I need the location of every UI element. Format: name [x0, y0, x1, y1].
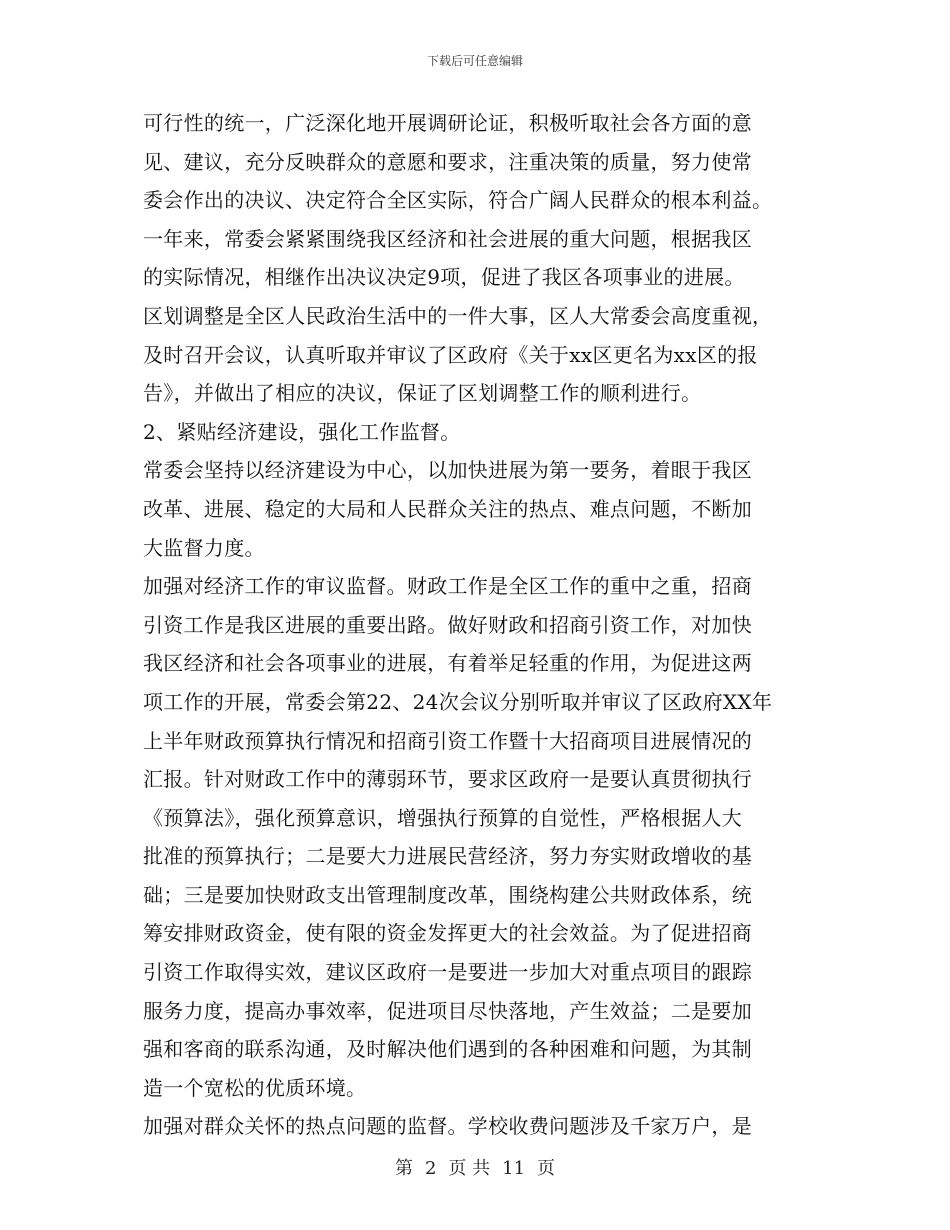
text-line: 区划调整是全区人民政治生活中的一件大事，区人大常委会高度重视， — [143, 303, 773, 328]
text-line: 见、建议，充分反映群众的意愿和要求，注重决策的质量，努力使常 — [143, 149, 752, 174]
text-line: 改革、进展、稳定的大局和人民群众关注的热点、难点问题，不断加 — [143, 496, 752, 521]
text-line: 上半年财政预算执行情况和招商引资工作暨十大招商项目进展情况的 — [143, 728, 752, 753]
text-line: 础；三是要加快财政支出管理制度改革，围绕构建公共财政体系，统 — [143, 882, 752, 907]
text-line: 《预算法》，强化预算意识，增强执行预算的自觉性，严格根据人大 — [143, 805, 742, 830]
footer-middle: 页 共 — [448, 1158, 491, 1179]
page-header: 下载后可任意编辑 — [426, 54, 523, 68]
page-footer — [0, 1154, 950, 1180]
footer-suffix: 页 — [537, 1158, 556, 1179]
text-line: 加强对群众关怀的热点问题的监督。学校收费问题涉及千家万户，是 — [143, 1114, 752, 1139]
text-line: 我区经济和社会各项事业的进展，有着举足轻重的作用，为促进这两 — [143, 651, 752, 676]
text-line: 大监督力度。 — [143, 535, 265, 560]
page-number: 2 — [424, 1158, 437, 1179]
text-line: 筹安排财政资金，使有限的资金发挥更大的社会效益。为了促进招商 — [143, 921, 752, 946]
text-line: 引资工作取得实效，建议区政府一是要进一步加大对重点项目的跟踪 — [143, 960, 752, 985]
text-line: 服务力度，提高办事效率，促进项目尽快落地，产生效益；二是要加 — [143, 998, 752, 1023]
footer-prefix: 第 — [394, 1158, 413, 1179]
text-line: 加强对经济工作的审议监督。财政工作是全区工作的重中之重，招商 — [143, 574, 752, 599]
total-pages: 11 — [502, 1158, 526, 1179]
text-line: 批准的预算执行；二是要大力进展民营经济，努力夯实财政增收的基 — [143, 844, 752, 869]
text-line: 汇报。针对财政工作中的薄弱环节，要求区政府一是要认真贯彻执行 — [143, 767, 752, 792]
section-heading: 2、紧贴经济建设，强化工作监督。 — [143, 419, 461, 444]
text-line: 告》，并做出了相应的决议，保证了区划调整工作的顺利进行。 — [143, 381, 702, 406]
text-line: 造一个宽松的优质环境。 — [143, 1075, 367, 1100]
text-line: 强和客商的联系沟通，及时解决他们遇到的各种困难和问题，为其制 — [143, 1037, 752, 1062]
document-body — [143, 104, 807, 1146]
text-line: 及时召开会议，认真听取并审议了区政府《关于xx区更名为xx区的报 — [143, 342, 758, 367]
text-line: 一年来，常委会紧紧围绕我区经济和社会进展的重大问题，根据我区 — [143, 226, 752, 251]
text-line: 委会作出的决议、决定符合全区实际，符合广阔人民群众的根本利益。 — [143, 188, 773, 213]
text-line: 可行性的统一，广泛深化地开展调研论证，积极听取社会各方面的意 — [143, 111, 752, 135]
text-line: 常委会坚持以经济建设为中心，以加快进展为第一要务，着眼于我区 — [143, 458, 752, 483]
text-line: 引资工作是我区进展的重要出路。做好财政和招商引资工作，对加快 — [143, 612, 752, 637]
text-line: 项工作的开展，常委会第22、24次会议分别听取并审议了区政府XX年 — [143, 689, 773, 714]
text-line: 的实际情况，相继作出决议决定9项，促进了我区各项事业的进展。 — [143, 265, 745, 290]
